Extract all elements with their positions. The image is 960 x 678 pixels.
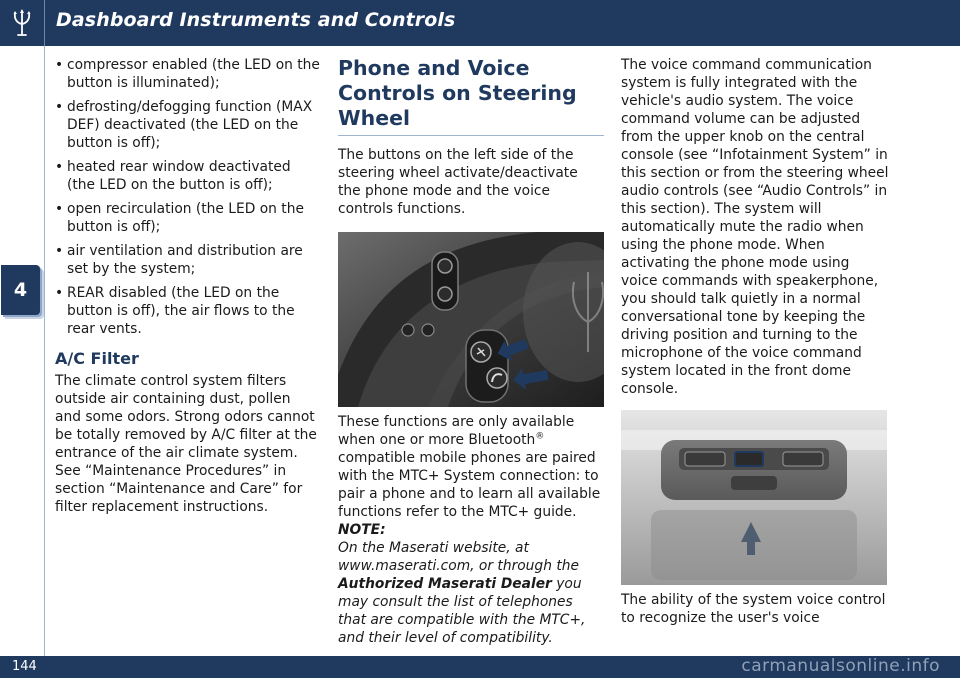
list-item: • compressor enabled (the LED on the button is illuminated); <box>55 56 320 92</box>
availability-text-continued: compatible mobile phones are paired with the MTC+ System connection: to pair a phone and to learn all available functions refer to the MTC+ guide. <box>338 450 601 520</box>
column-right <box>621 56 889 627</box>
availability-paragraph <box>338 413 604 521</box>
page-footer <box>0 656 960 678</box>
page-header <box>0 0 960 46</box>
watermark: carmanualsonline.info <box>741 656 940 676</box>
note-text: On the Maserati website, at www.maserati.com, or through the <box>338 540 579 574</box>
note-label: NOTE: <box>338 522 386 538</box>
ac-filter-paragraph: The climate control system filters outside air containing dust, pollen and some odors. Strong odors cannot be totally removed by A/C filter at the entrance of the air climate system. See “Maintenance Procedures” in section “Maintenance and Care” for filter replacement instructions. <box>55 373 317 515</box>
dome-console-photo <box>621 410 887 585</box>
voice-system-paragraph: The voice command communication system is fully integrated with the vehicle's audio system. The voice command volume can be adjusted from the upper knob on the central console (see “Infotainment System” in this section or from the steering wheel audio controls (see “Audio Controls” in this section). The system will automatically mute the radio when using the phone mode. When activating the phone mode using voice commands with speakerphone, you should talk quietly in a normal conversational tone by keeping the driving position and turning to the microphone of the voice command system located in the front dome console. <box>621 57 889 397</box>
ac-filter-heading: A/C Filter <box>55 349 139 368</box>
column-left <box>55 56 320 516</box>
section-heading: Phone and Voice Controls on Steering Wheel <box>338 56 604 136</box>
trident-icon <box>10 8 34 38</box>
dealer-emphasis: Authorized Maserati Dealer <box>338 576 552 592</box>
registered-mark: ® <box>535 431 545 442</box>
list-item: • defrosting/defogging function (MAX DEF) deactivated (the LED on the button is off); <box>55 98 320 152</box>
page-number: 144 <box>12 659 37 674</box>
list-item: • open recirculation (the LED on the button is off); <box>55 200 320 236</box>
chapter-number: 4 <box>13 279 28 301</box>
steering-wheel-photo <box>338 232 604 407</box>
list-item: • heated rear window deactivated (the LED on the button is off); <box>55 158 320 194</box>
column-middle <box>338 56 604 647</box>
intro-paragraph: The buttons on the left side of the steering wheel activate/deactivate the phone mode and the voice controls functions. <box>338 147 578 217</box>
page-title: Dashboard Instruments and Controls <box>56 9 456 31</box>
availability-text: These functions are only available when one or more Bluetooth <box>338 414 575 448</box>
voice-recognition-paragraph: The ability of the system voice control to recognize the user's voice <box>621 592 886 626</box>
note-text-continued: you may consult the list of telephones that are compatible with the MTC+, and their level of compatibility. <box>338 576 586 646</box>
chapter-tab[interactable] <box>1 265 40 315</box>
chapter-sidebar <box>0 46 44 656</box>
list-item: • air ventilation and distribution are set by the system; <box>55 242 320 278</box>
list-item: • REAR disabled (the LED on the button is off), the air flows to the rear vents. <box>55 284 320 338</box>
maserati-trident-logo <box>0 0 45 46</box>
climate-settings-list <box>55 56 320 338</box>
note-paragraph <box>338 539 604 647</box>
sidebar-divider <box>44 46 45 656</box>
